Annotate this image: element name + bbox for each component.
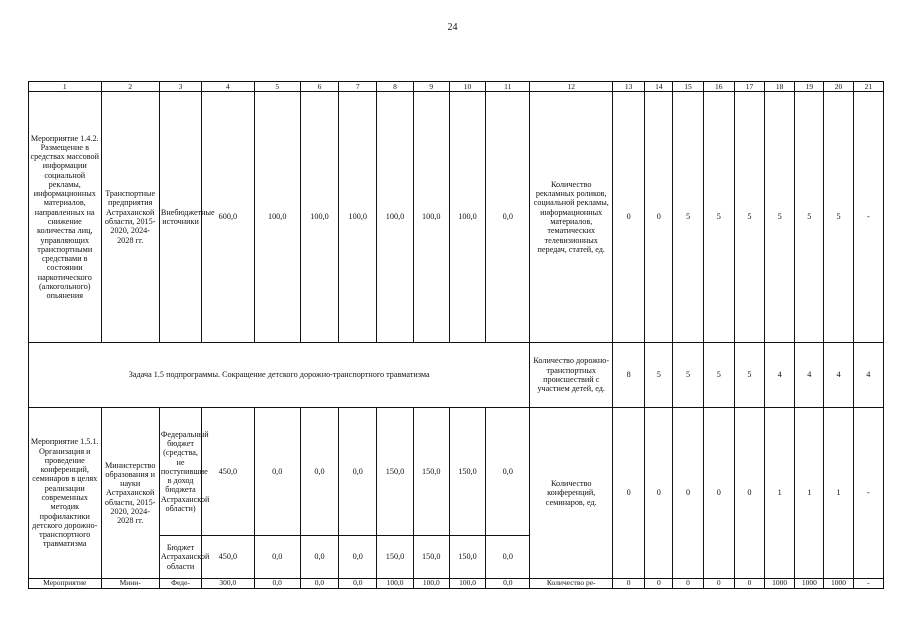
table-row (29, 92, 884, 343)
col-num: 12 (530, 82, 613, 92)
funding-cell: 150,0 (377, 408, 413, 536)
funding-cell: 300,0 (202, 579, 254, 589)
funding-cell: 450,0 (202, 536, 254, 579)
col-num: 17 (734, 82, 764, 92)
indicator-cell: Количество ре- (530, 579, 613, 589)
source-cell: Феде- (159, 579, 201, 589)
funding-cell: 100,0 (449, 92, 485, 343)
funding-cell: 0,0 (254, 579, 300, 589)
funding-cell: 0,0 (339, 536, 377, 579)
funding-cell: 0,0 (254, 536, 300, 579)
value-cell: 0 (703, 579, 734, 589)
funding-cell: 0,0 (486, 92, 530, 343)
task-row (29, 343, 884, 408)
value-cell: 8 (613, 343, 645, 408)
col-num: 20 (824, 82, 853, 92)
col-num: 1 (29, 82, 102, 92)
value-cell: 5 (765, 92, 795, 343)
col-num: 5 (254, 82, 300, 92)
col-num: 16 (703, 82, 734, 92)
funding-cell: 100,0 (300, 92, 338, 343)
value-cell: 0 (645, 408, 673, 579)
col-num: 18 (765, 82, 795, 92)
value-cell: 5 (734, 92, 764, 343)
value-cell: 5 (703, 92, 734, 343)
event-cell: Мероприятие 1.4.2. Размещение в средствах массовой информации социальной рекламы, информационных материалов, направленных на снижение количества лиц, управляющих транспортными средствами в состоянии наркотического (алкогольного) опьянения (29, 92, 102, 343)
funding-cell: 150,0 (449, 536, 485, 579)
value-cell: 0 (703, 408, 734, 579)
value-cell: 0 (613, 408, 645, 579)
value-cell: 1 (824, 408, 853, 579)
funding-cell: 0,0 (300, 536, 338, 579)
indicator-cell: Количество дорожно-транспортных происшествий с участием детей, ед. (530, 343, 613, 408)
value-cell: - (853, 579, 883, 589)
value-cell: 5 (645, 343, 673, 408)
col-num: 9 (413, 82, 449, 92)
table-row (29, 408, 884, 536)
funding-cell: 150,0 (413, 408, 449, 536)
value-cell: 5 (734, 343, 764, 408)
value-cell: 1 (765, 408, 795, 579)
value-cell: 0 (645, 92, 673, 343)
col-num: 4 (202, 82, 254, 92)
funding-cell: 0,0 (486, 408, 530, 536)
column-number-row (29, 82, 884, 92)
value-cell: 0 (645, 579, 673, 589)
value-cell: 5 (703, 343, 734, 408)
col-num: 19 (795, 82, 824, 92)
value-cell: - (853, 408, 883, 579)
indicator-cell: Количество рекламных роликов, социальной рекламы, информационных материалов, тематических телевизионных передач, статей, ед. (530, 92, 613, 343)
funding-cell: 0,0 (486, 579, 530, 589)
value-cell: - (853, 92, 883, 343)
value-cell: 1000 (765, 579, 795, 589)
value-cell: 4 (824, 343, 853, 408)
col-num: 15 (673, 82, 703, 92)
source-cell: Федеральный бюджет (средства, не поступившие в доход бюджета Астраханской области) (159, 408, 201, 536)
value-cell: 4 (795, 343, 824, 408)
col-num: 10 (449, 82, 485, 92)
value-cell: 0 (613, 92, 645, 343)
value-cell: 5 (795, 92, 824, 343)
value-cell: 0 (673, 579, 703, 589)
funding-cell: 100,0 (377, 579, 413, 589)
funding-cell: 0,0 (300, 408, 338, 536)
event-cell: Мероприятие (29, 579, 102, 589)
col-num: 11 (486, 82, 530, 92)
program-table (28, 81, 884, 589)
task-heading: Задача 1.5 подпрограммы. Сокращение детского дорожно-транспортного травматизма (29, 343, 530, 408)
col-num: 3 (159, 82, 201, 92)
funding-cell: 100,0 (413, 579, 449, 589)
funding-cell: 450,0 (202, 408, 254, 536)
funding-cell: 100,0 (413, 92, 449, 343)
value-cell: 1000 (824, 579, 853, 589)
value-cell: 1000 (795, 579, 824, 589)
col-num: 7 (339, 82, 377, 92)
col-num: 2 (101, 82, 159, 92)
funding-cell: 150,0 (449, 408, 485, 536)
value-cell: 0 (734, 579, 764, 589)
funding-cell: 600,0 (202, 92, 254, 343)
funding-cell: 100,0 (377, 92, 413, 343)
funding-cell: 0,0 (339, 579, 377, 589)
funding-cell: 100,0 (254, 92, 300, 343)
value-cell: 5 (673, 343, 703, 408)
value-cell: 1 (795, 408, 824, 579)
funding-cell: 150,0 (413, 536, 449, 579)
funding-cell: 0,0 (339, 408, 377, 536)
source-cell: Внебюджетные источники (159, 92, 201, 343)
indicator-cell: Количество конференций, семинаров, ед. (530, 408, 613, 579)
table-row (29, 579, 884, 589)
funding-cell: 0,0 (300, 579, 338, 589)
value-cell: 0 (734, 408, 764, 579)
value-cell: 0 (613, 579, 645, 589)
executor-cell: Мини- (101, 579, 159, 589)
funding-cell: 100,0 (339, 92, 377, 343)
value-cell: 4 (853, 343, 883, 408)
funding-cell: 100,0 (449, 579, 485, 589)
funding-cell: 150,0 (377, 536, 413, 579)
col-num: 6 (300, 82, 338, 92)
col-num: 8 (377, 82, 413, 92)
page-number: 24 (447, 22, 458, 33)
event-cell: Мероприятие 1.5.1. Организация и проведение конференций, семинаров в целях реализации современных методик профилактики детского дорожно-транспортного травматизма (29, 408, 102, 579)
funding-cell: 0,0 (254, 408, 300, 536)
executor-cell: Транспортные предприятия Астраханской области, 2015-2020, 2024-2028 гг. (101, 92, 159, 343)
value-cell: 5 (824, 92, 853, 343)
funding-cell: 0,0 (486, 536, 530, 579)
source-cell: Бюджет Астраханской области (159, 536, 201, 579)
value-cell: 0 (673, 408, 703, 579)
col-num: 14 (645, 82, 673, 92)
value-cell: 4 (765, 343, 795, 408)
col-num: 13 (613, 82, 645, 92)
value-cell: 5 (673, 92, 703, 343)
executor-cell: Министерство образования и науки Астраханской области, 2015-2020, 2024-2028 гг. (101, 408, 159, 579)
col-num: 21 (853, 82, 883, 92)
